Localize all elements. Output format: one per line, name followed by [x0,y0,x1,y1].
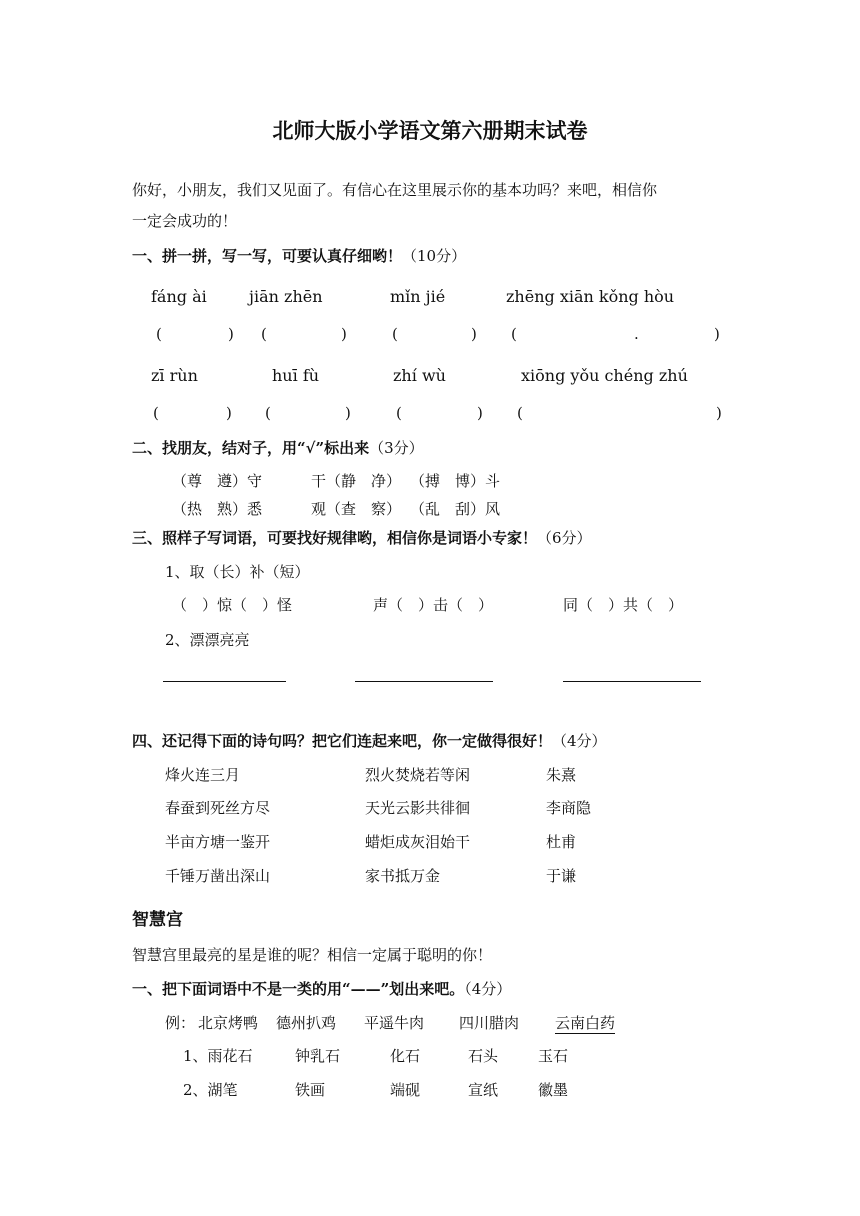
poet-name: 朱熹 [546,766,577,784]
word-item: 化石 [390,1047,421,1065]
poem-line: 春蚕到死丝方尽 [165,799,271,817]
poem-line: 家书抵万金 [365,867,441,885]
section4-score: （4分） [552,732,607,750]
word-item: 铁画 [295,1081,326,1099]
answer-line [355,681,493,682]
poem-line: 半亩方塘一鉴开 [165,833,271,851]
section1-heading-text: 一、拼一拼，写一写，可要认真仔细哟！ [132,247,403,265]
intro-line-2: 一定会成功的！ [132,212,238,230]
intro-line-1: 你好，小朋友，我们又见面了。有信心在这里展示你的基本功吗？来吧，相信你 [132,181,658,199]
word-item: 1、雨花石 [183,1047,253,1065]
wisdom-intro: 智慧宫里最亮的星是谁的呢？相信一定属于聪明的你！ [132,946,493,964]
word-item: 宣纸 [468,1081,499,1099]
answer-paren-open: ( [517,404,523,422]
answer-paren-close: ) [341,325,347,343]
example-word: 平遥牛肉 [364,1014,425,1032]
fill-item: 声（ ）击（ ） [373,596,494,614]
word-item: 钟乳石 [295,1047,341,1065]
poet-name: 李商隐 [546,799,592,817]
section3-score: （6分） [537,529,592,547]
example-word: 德州扒鸡 [276,1014,337,1032]
wisdom-q1-heading [132,979,511,999]
answer-paren-close: ) [226,404,232,422]
pinyin-8: xiōng yǒu chéng zhú [521,366,688,385]
pair-item: （尊 遵）守 [172,472,263,490]
answer-paren-open: ( [396,404,402,422]
poet-name: 杜甫 [546,833,577,851]
answer-paren-close: ) [714,325,720,343]
pinyin-4: zhēng xiān kǒng hòu [506,287,675,306]
answer-line [563,681,701,682]
pair-item: （乱 刮）风 [410,500,501,518]
pinyin-7: zhí wù [393,366,446,385]
answer-paren-open: ( [511,325,517,343]
answer-paren-open: ( [261,325,267,343]
section2-heading-text: 二、找朋友，结对子，用“√”标出来 [132,439,370,457]
section1-heading [132,246,466,266]
answer-paren-open: ( [392,325,398,343]
poet-name: 于谦 [546,867,577,885]
answer-line [163,681,286,682]
pair-item: （搏 博）斗 [410,472,501,490]
poem-line: 烈火焚烧若等闲 [365,766,471,784]
word-item: 端砚 [390,1081,421,1099]
answer-paren-close: ) [345,404,351,422]
pinyin-1: fáng ài [151,287,207,306]
pair-item: （热 熟）悉 [172,500,263,518]
fill-item: 同（ ）共（ ） [563,596,684,614]
poem-line: 千锤万凿出深山 [165,867,271,885]
wisdom-q1-score: （4分） [464,980,512,998]
answer-paren-open: ( [156,325,162,343]
example-word: 四川腊肉 [459,1014,520,1032]
answer-paren-open: ( [265,404,271,422]
example-label: 例： [165,1014,196,1032]
example-answer-text: 云南白药 [555,1014,616,1032]
section1-score: （10分） [402,247,467,265]
word-item: 徽墨 [538,1081,569,1099]
word-item: 玉石 [538,1047,569,1065]
section2-heading [132,438,424,458]
pinyin-5: zī rùn [151,366,198,385]
poem-line: 烽火连三月 [165,766,241,784]
word-item: 2、湖笔 [183,1081,238,1099]
example-2: 2、漂漂亮亮 [165,631,250,649]
example-1: 1、取（长）补（短） [165,563,310,581]
pair-item: 观（查 察） [311,500,402,518]
wisdom-heading: 智慧宫 [132,910,183,930]
section4-heading [132,731,607,751]
pinyin-6: huī fù [272,366,320,385]
section3-heading-text: 三、照样子写词语，可要找好规律哟，相信你是词语小专家！ [132,529,538,547]
pinyin-2: jiān zhēn [249,287,323,306]
pair-item: 干（静 净） [311,472,402,490]
poem-line: 天光云影共徘徊 [365,799,471,817]
answer-paren-close: ) [716,404,722,422]
word-item: 石头 [468,1047,499,1065]
answer-paren-close: ) [228,325,234,343]
example-word: 北京烤鸭 [198,1014,259,1032]
example-answer [555,1013,615,1033]
poem-line: 蜡炬成灰泪始干 [365,833,471,851]
section2-score: （3分） [369,439,424,457]
answer-dot: . [634,325,639,343]
answer-paren-close: ) [477,404,483,422]
fill-item: （ ）惊（ ）怪 [172,596,293,614]
section4-heading-text: 四、还记得下面的诗句吗？把它们连起来吧，你一定做得很好！ [132,732,553,750]
answer-paren-open: ( [153,404,159,422]
wisdom-q1-heading-text: 一、把下面词语中不是一类的用“——”划出来吧。 [132,980,465,998]
pinyin-3: mǐn jié [390,287,446,306]
section3-heading [132,528,592,548]
answer-paren-close: ) [471,325,477,343]
page-title: 北师大版小学语文第六册期末试卷 [272,118,588,143]
